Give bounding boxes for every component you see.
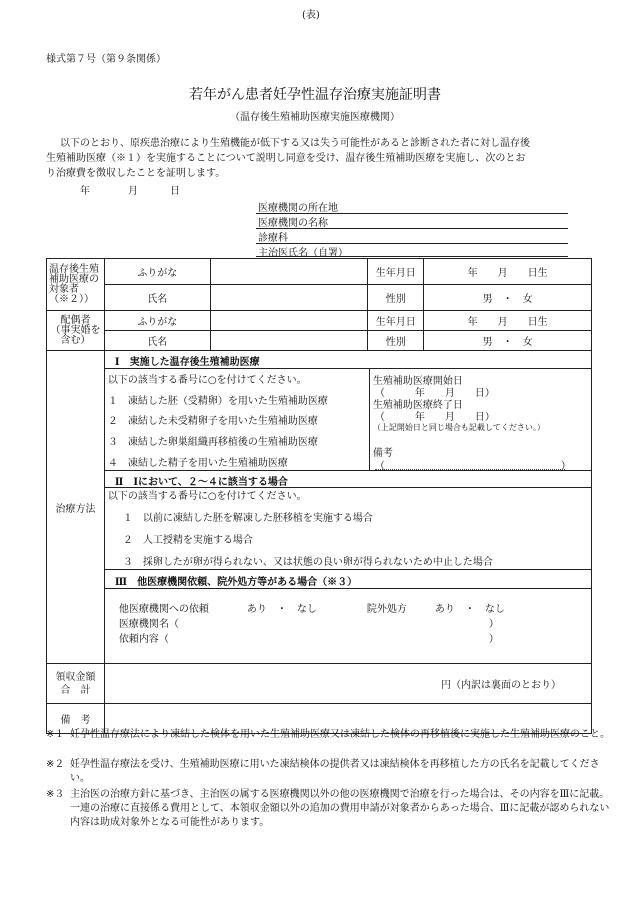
request-content-label: 依頼内容（ (118, 634, 169, 645)
other-institution-label: 医療機関名（ (118, 619, 179, 630)
subject-name-label: 氏名 (104, 285, 210, 311)
treatment-cell (104, 351, 591, 664)
treatment-label: 治療方法 (47, 351, 105, 664)
note-1-key: ※１ (46, 729, 65, 740)
other-request-choice[interactable]: あり ・ なし (246, 604, 317, 615)
note-1-text: 妊孕性温存療法により凍結した検体を用いた生殖補助医療又は凍結した検体の再移植後に実施した生殖補助医療のこと。 (70, 729, 610, 740)
sec1-instruction: 以下の該当する番号に○を付けてください。 (107, 375, 307, 386)
subject-name-field[interactable] (210, 285, 368, 311)
sec1-item-2[interactable]: ２ 凍結した未受精卵子を用いた生殖補助医療 (107, 416, 318, 427)
fee-label: 領収金額 合 計 (47, 664, 105, 704)
note-2-key: ※２ (46, 759, 65, 770)
end-date-field[interactable]: （ 年 月 日） (374, 412, 495, 423)
outside-rx-choice[interactable]: あり ・ なし (434, 604, 505, 615)
doctor-name-label: 主治医氏名（自署） (258, 248, 348, 259)
sec2-item-1[interactable]: １ 以前に凍結した胚を解凍した胚移植を実施する場合 (122, 513, 373, 524)
intro-line-3: り治療費を徴収したことを証明します。 (46, 168, 226, 179)
institution-name-line[interactable] (256, 228, 568, 229)
note-3 (46, 788, 610, 830)
note-2 (46, 758, 610, 786)
spouse-furigana-field[interactable] (210, 311, 368, 331)
spouse-name-field[interactable] (210, 331, 368, 351)
subject-birth-field[interactable]: 年 月 日生 (424, 259, 592, 285)
spouse-birth-field[interactable]: 年 月 日生 (424, 311, 592, 331)
date-day-label: 日 (170, 186, 180, 197)
spouse-furigana-label: ふりがな (104, 311, 210, 331)
end-date-note: （上記開始日と同じ場合も記載してください。） (372, 423, 545, 432)
sec1-item-4[interactable]: ４ 凍結した精子を用いた生殖補助医療 (107, 458, 288, 469)
doctor-name-line[interactable] (256, 256, 568, 257)
subject-birth-label: 生年月日 (368, 259, 424, 285)
sec2-item-2[interactable]: ２ 人工授精を実施する場合 (122, 535, 253, 546)
sec1-heading: Ⅰ 実施した温存後生殖補助医療 (114, 357, 260, 368)
sec1-remarks-label: 備考 (372, 448, 393, 459)
spouse-label: 配偶者 （事実婚を 含む） (47, 311, 105, 351)
sec1-item-1[interactable]: １ 凍結した胚（受精卵）を用いた生殖補助医療 (107, 396, 328, 407)
fee-field[interactable]: 円（内訳は裏面のとおり） (104, 664, 591, 704)
other-institution-close: ） (488, 619, 499, 630)
document-title: 若年がん患者妊孕性温存治療実施証明書 (189, 87, 441, 103)
intro-line-2: 生殖補助医療（※１）を実施することについて説明し同意を受け、温存後生殖補助医療を実施し、次のとお (46, 153, 526, 164)
form-number: 様式第７号（第９条関係） (46, 54, 166, 65)
note-3-text: 主治医の治療方針に基づき、主治医の属する医療機関以外の他の医療機関で治療を行った場合は、その内容をⅢに記載。一連の治療に直接係る費用として、本領収金額以外の追加の費用申請が対象者からあった場合、Ⅲに記載が認められない内容は助成対象外となる可能性があります。 (70, 789, 610, 828)
sec2-heading: Ⅱ Ⅰにおいて、２～４に該当する場合 (114, 477, 288, 488)
spouse-birth-label: 生年月日 (368, 311, 424, 331)
header-mark: (表) (302, 10, 320, 21)
note-1 (46, 728, 610, 742)
other-request-label: 他医療機関への依頼 (118, 604, 209, 615)
subject-furigana-field[interactable] (210, 259, 368, 285)
subject-sex-label: 性別 (368, 285, 424, 311)
outside-rx-label: 院外処方 (366, 604, 407, 615)
end-date-label: 生殖補助医療終了日 (372, 400, 463, 411)
spouse-sex-field[interactable]: 男 ・ 女 (424, 331, 592, 351)
subject-furigana-label: ふりがな (104, 259, 210, 285)
document-subtitle: （温存後生殖補助医療実施医療機関） (230, 112, 400, 123)
subject-label: 温存後生殖 補助医療の 対象者 （※２）） (47, 259, 105, 311)
request-content-close: ） (488, 634, 499, 645)
start-date-label: 生殖補助医療開始日 (372, 376, 463, 387)
sec3-heading: Ⅲ 他医療機関依頼、院外処方等がある場合（※３） (114, 577, 358, 588)
intro-line-1: 以下のとおり、原疾患治療により生殖機能が低下する又は失う可能性があると診断された者に対し温存後 (60, 138, 530, 149)
sec1-remarks-open: （ (374, 461, 385, 472)
sec1-remarks-close: ） (560, 461, 571, 472)
sec2-instruction: 以下の該当する番号に○を付けてください。 (107, 491, 307, 502)
date-month-label: 月 (128, 186, 138, 197)
sec2-item-3[interactable]: ３ 採卵したが卵が得られない、又は状態の良い卵が得られないため中止した場合 (122, 557, 493, 568)
date-year-label: 年 (80, 186, 90, 197)
subject-sex-field[interactable]: 男 ・ 女 (424, 285, 592, 311)
certificate-table (46, 258, 592, 734)
start-date-field[interactable]: （ 年 月 日） (374, 388, 495, 399)
spouse-name-label: 氏名 (104, 331, 210, 351)
remarks-label: 備 考 (47, 704, 105, 734)
department-label: 診療科 (258, 233, 288, 244)
institution-name-label: 医療機関の名称 (258, 218, 328, 229)
institution-address-label: 医療機関の所在地 (258, 203, 338, 214)
sec1-item-3[interactable]: ３ 凍結した卵巣組織再移植後の生殖補助医療 (107, 437, 318, 448)
note-3-key: ※３ (46, 789, 65, 800)
spouse-sex-label: 性別 (368, 331, 424, 351)
note-2-text: 妊孕性温存療法を受け、生殖補助医療に用いた凍結検体の提供者又は凍結検体を再移植した方の氏名を記載してください。 (70, 759, 600, 784)
